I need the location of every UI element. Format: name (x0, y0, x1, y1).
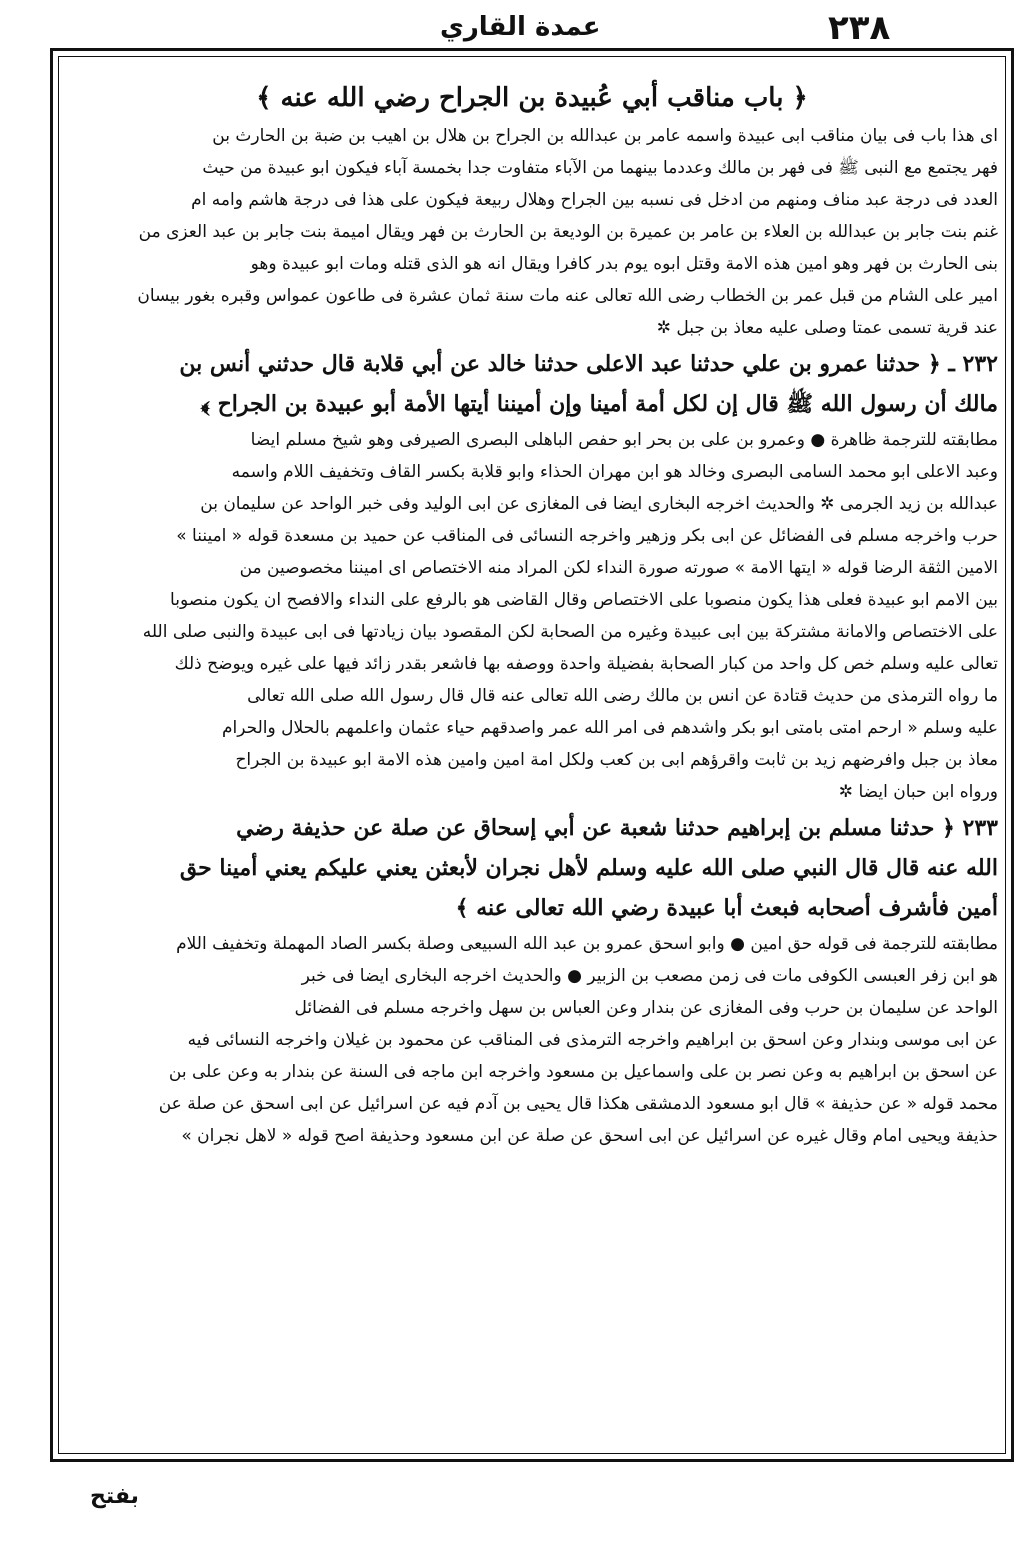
commentary-232 (66, 424, 998, 808)
running-head: عمدة القاري (440, 12, 601, 42)
text-line: حذيفة ويحيى امام وقال غيره عن اسرائيل عن ابى اسحق عن صلة عن ابن مسعود وحذيفة اصح قوله « لاهل نجران » (181, 1126, 998, 1146)
text-line: العدد فى درجة عبد مناف ومنهم من ادخل فى نسبه بين الجراح وهلال ربيعة فيكون على هذا فى درجة هاشم وامه ام (191, 190, 998, 210)
text-line: الواحد عن سليمان بن حرب وفى المغازى عن بندار وعن العباس بن سهل واخرجه مسلم فى الفضائل (294, 998, 998, 1018)
text-line: عليه وسلم « ارحم امتى بامتى ابو بكر واشدهم فى امر الله عمر واصدقهم حياء عثمان واعلمهم بالحلال والحرام (222, 718, 998, 738)
text-line: بنى الحارث بن فهر وهو امين هذه الامة وقتل ابوه يوم بدر كافرا ويقال انه هو الذى قتله ومات ابو عبيدة وهو (250, 254, 998, 274)
text-line: مطابقته للترجمة فى قوله حق امين ● وابو اسحق عمرو بن عبد الله السبيعى وصلة بكسر الصاد المهملة وتخفيف اللام (176, 934, 998, 954)
text-line: محمد قوله « عن حذيفة » قال ابو مسعود الدمشقى هكذا قال يحيى بن آدم فيه عن اسرائيل عن ابى اسحق عن صلة عن (158, 1094, 998, 1114)
catchword: بفتح (90, 1484, 139, 1509)
page-content (66, 76, 998, 1456)
text-line: حرب واخرجه مسلم فى الفضائل عن ابى بكر وزهير واخرجه النسائى فى المناقب عن حميد بن مسعدة قوله « اميننا » (176, 526, 998, 546)
text-line: على الاختصاص والامانة مشتركة بين ابى عبيدة وغيره من الصحابة لكن المقصود بيان زيادتها فى ابى عبيدة والنبى صلى الله (142, 622, 998, 642)
hadith-line: الله عنه قال قال النبي صلى الله عليه وسلم لأهل نجران لأبعثن يعني عليكم يعني أمينا حق (179, 855, 998, 881)
hadith-233 (66, 808, 998, 928)
hadith-line: أمين فأشرف أصحابه فبعث أبا عبيدة رضي الله تعالى عنه ﴾ (455, 895, 998, 921)
chapter-intro (66, 120, 998, 344)
text-line: غنم بنت جابر بن عبدالله بن العلاء بن عامر بن عميرة بن الوديعة بن الحارث بن فهر ويقال اميمة بنت جابر بن عبد العزى من (138, 222, 998, 242)
hadith-232 (66, 344, 998, 424)
text-line: الامين الثقة الرضا قوله « ايتها الامة » صورته صورة النداء لكن المراد منه الاختصاص اى اميننا مخصوصين من (239, 558, 998, 578)
hadith-line: ٢٣٢ ـ ﴿ حدثنا عمرو بن علي حدثنا عبد الاعلى حدثنا خالد عن أبي قلابة قال حدثني أنس بن (179, 351, 998, 377)
page-number: ٢٣٨ (828, 8, 891, 48)
text-line: اى هذا باب فى بيان مناقب ابى عبيدة واسمه عامر بن عبدالله بن الجراح بن هلال بن اهيب بن ضبة بن الحارث بن (212, 126, 998, 146)
hadith-line: مالك أن رسول الله ﷺ قال إن لكل أمة أمينا وإن أميننا أيتها الأمة أبو عبيدة بن الجراح ﴾ (200, 391, 998, 417)
text-line: امير على الشام من قبل عمر بن الخطاب رضى الله تعالى عنه مات سنة ثمان عشرة فى طاعون عمواس وقبره بغور بيسان (137, 286, 998, 306)
text-line: تعالى عليه وسلم خص كل واحد من كبار الصحابة بفضيلة واحدة ووصفه بها فاشعر بقدر زائد فيها على غيره ويوضح ذلك (174, 654, 998, 674)
text-line: عن اسحق بن ابراهيم به وعن نصر بن على واسماعيل بن مسعود واخرجه ابن ماجه فى السنة عن بندار به وعن على بن (168, 1062, 998, 1082)
commentary-233 (66, 928, 998, 1152)
text-line: فهر يجتمع مع النبى ﷺ فى فهر بن مالك وعددما بينهما من الآباء متفاوت جدا بخمسة آباء فيكون ابو عبيدة من حيث (202, 158, 998, 178)
text-line: وعبد الاعلى ابو محمد السامى البصرى وخالد هو ابن مهران الحذاء وابو قلابة بكسر القاف وتخفيف اللام واسمه (231, 462, 998, 482)
text-line: عن ابى موسى وبندار وعن اسحق بن ابراهيم واخرجه الترمذى فى المناقب عن محمود بن غيلان واخرجه النسائى فيه (187, 1030, 998, 1050)
text-line: هو ابن زفر العبسى الكوفى مات فى زمن مصعب بن الزبير ● والحديث اخرجه البخارى ايضا فى خبر (301, 966, 998, 986)
hadith-line: ٢٣٣ ﴿ حدثنا مسلم بن إبراهيم حدثنا شعبة عن أبي إسحاق عن صلة عن حذيفة رضي (236, 815, 998, 841)
text-line: بين الامم ابو عبيدة فعلى هذا يكون منصوبا على الاختصاص وقال القاضى هو بالرفع على النداء والافصح ان يكون منصوبا (170, 590, 998, 610)
text-line: ما رواه الترمذى من حديث قتادة عن انس بن مالك رضى الله تعالى عنه قال قال رسول الله صلى الله تعالى (247, 686, 998, 706)
text-line: عبدالله بن زيد الجرمى ✲ والحديث اخرجه البخارى ايضا فى المغازى عن ابى الوليد وفى خبر الواحد عن سليمان بن (200, 494, 998, 514)
page-header (0, 0, 1033, 48)
text-line: معاذ بن جبل وافرضهم زيد بن ثابت واقرؤهم ابى بن كعب ولكل امة امين وامين هذه الامة ابو عبيدة بن الجراح (235, 750, 998, 770)
text-line: مطابقته للترجمة ظاهرة ● وعمرو بن على بن بحر ابو حفص الباهلى البصرى الصيرفى وهو شيخ مسلم ايضا (250, 430, 998, 450)
text-line: عند قرية تسمى عمتا وصلى عليه معاذ بن جبل ✲ (656, 318, 998, 338)
text-line: ورواه ابن حبان ايضا ✲ (838, 782, 998, 802)
chapter-title: ﴿ باب مناقب أبي عُبيدة بن الجراح رضي الله عنه ﴾ (256, 83, 808, 113)
